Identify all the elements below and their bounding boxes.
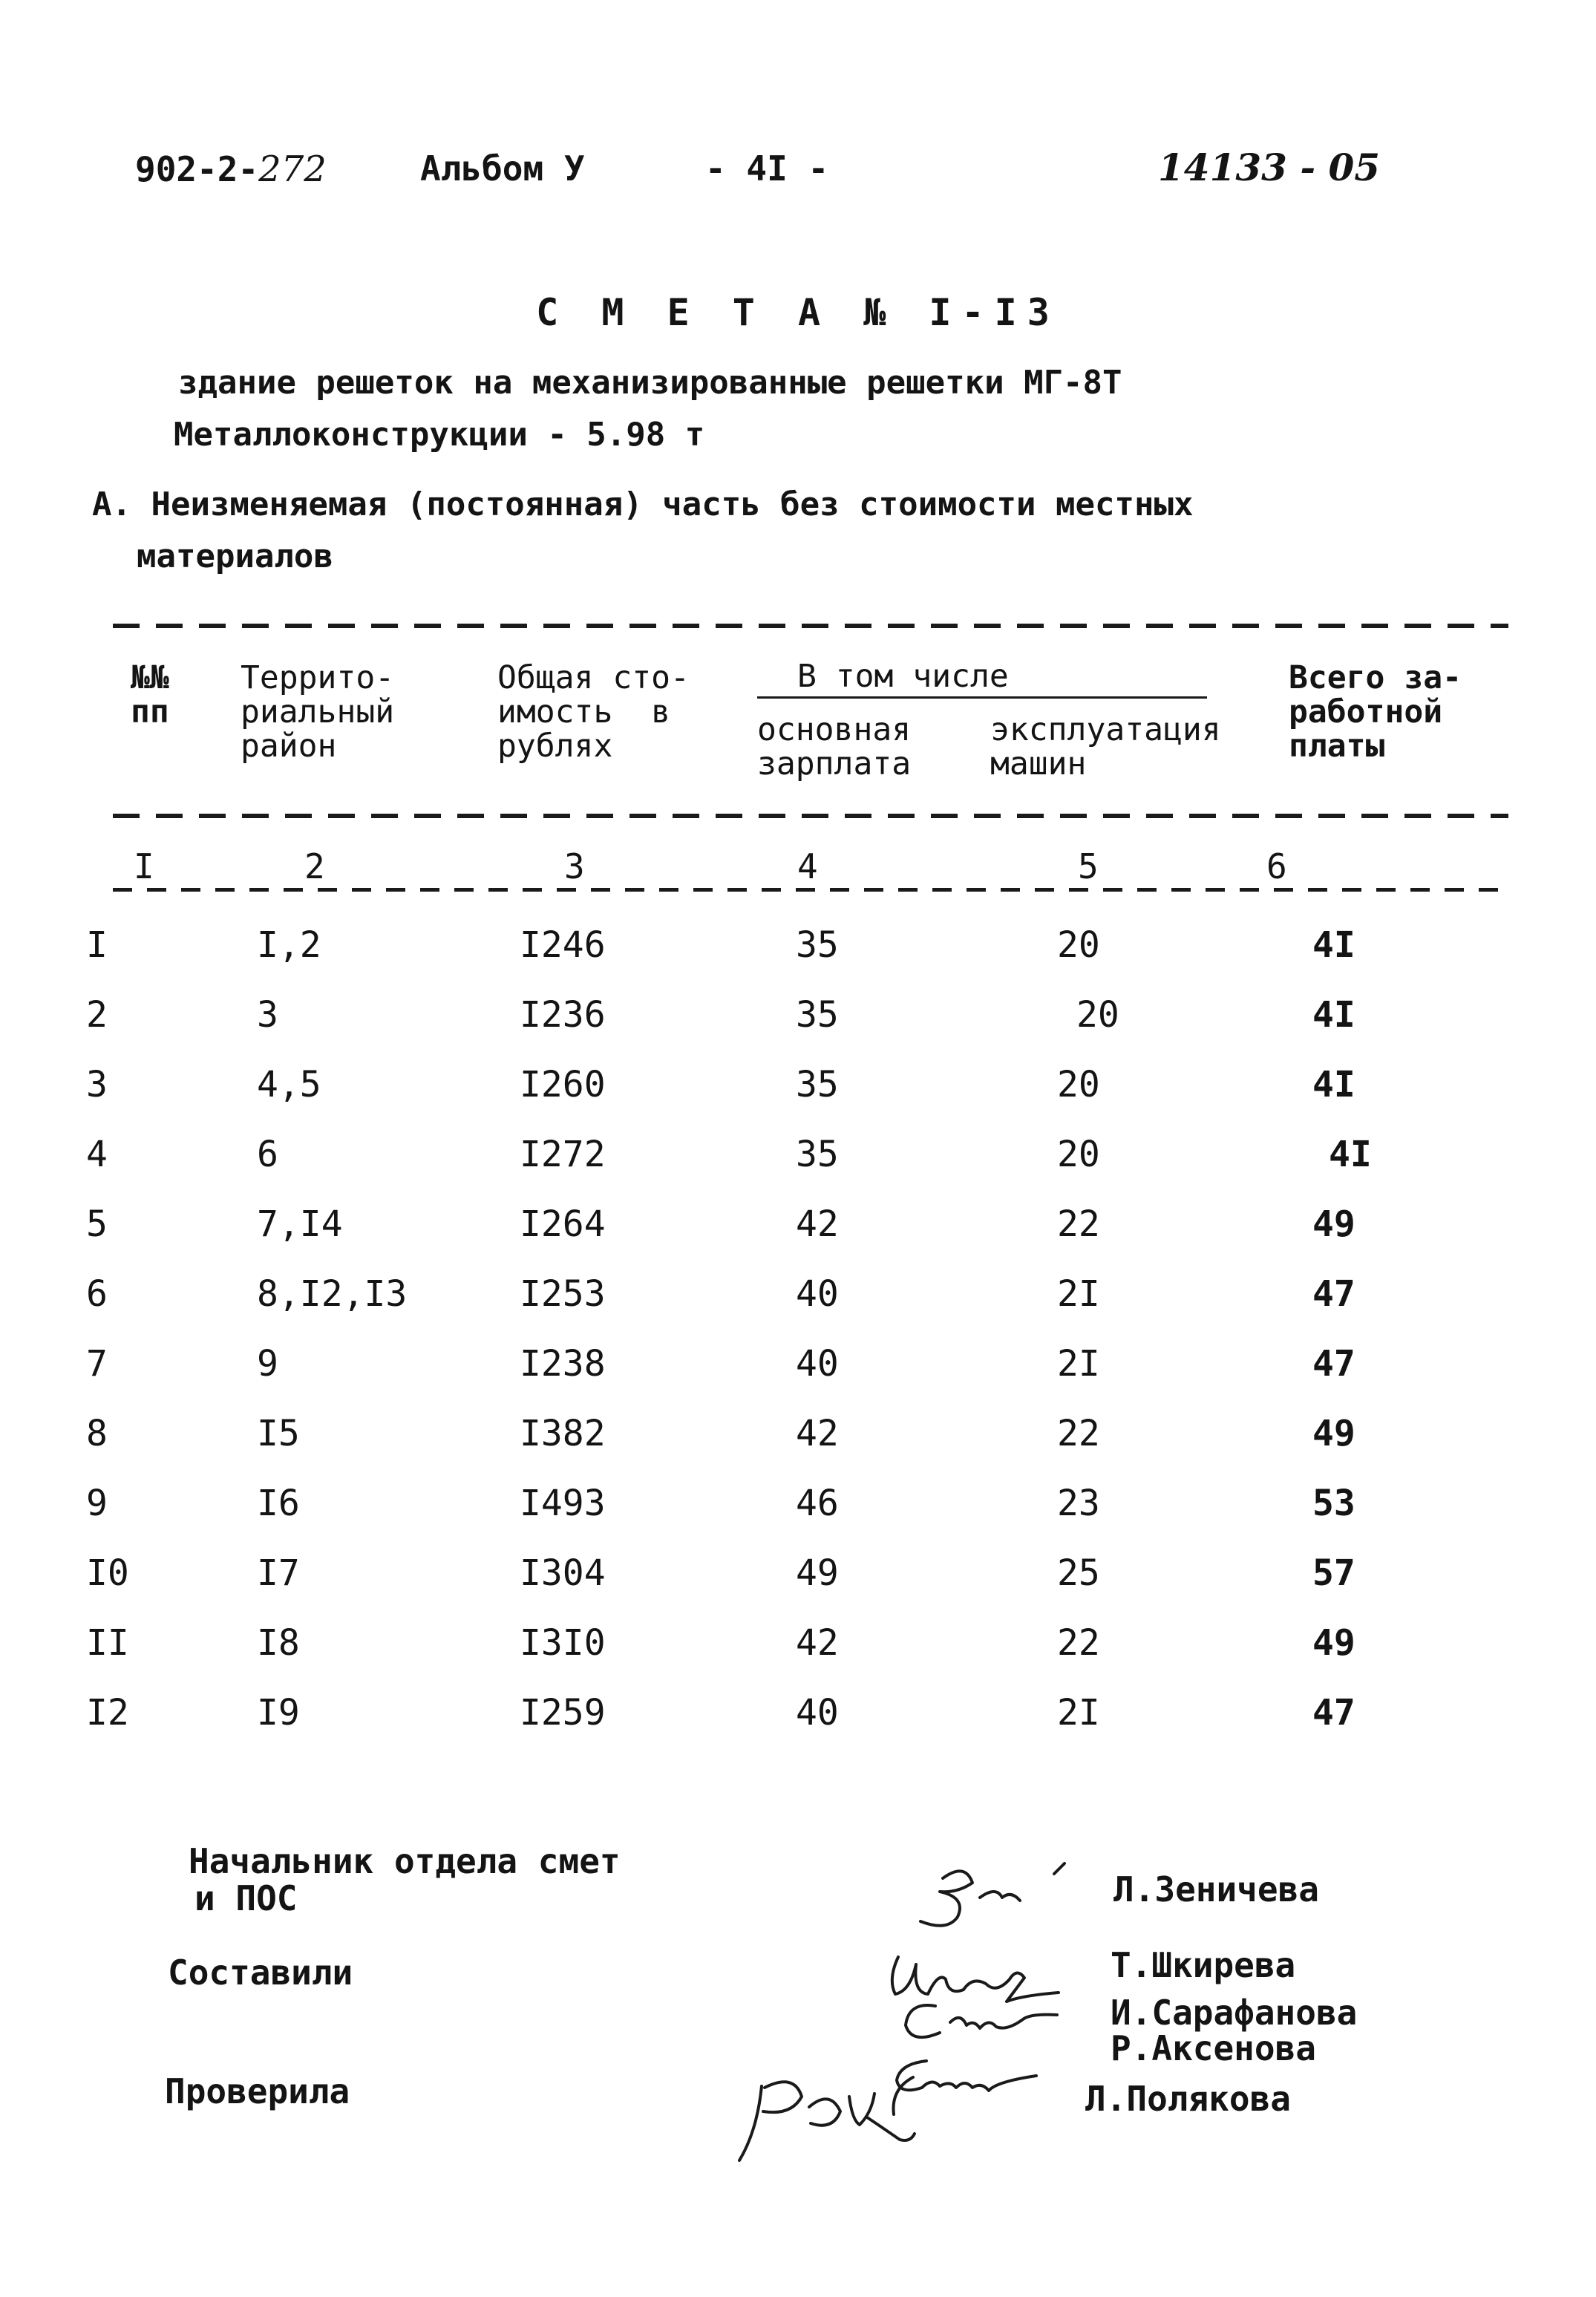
subtitle-line-1: здание решеток на механизированные решетки МГ-8Т [178, 364, 1122, 402]
section-a-line-1: А. Неизменяемая (постоянная) часть без стоимости местных [92, 486, 1194, 523]
column-number-6: 6 [1266, 846, 1287, 886]
header-wages-total: Всего за- работной платы [1289, 659, 1462, 765]
cell-total: I236 [520, 994, 606, 1036]
table-row [0, 1552, 1596, 1622]
cell-machines: 22 [1057, 1203, 1100, 1245]
signature-polyakova [739, 2082, 915, 2160]
cell-total: I259 [520, 1692, 606, 1734]
cell-wages-total: 4I [1312, 994, 1355, 1036]
cell-region: 4,5 [257, 1064, 321, 1105]
cell-region: 8,I2,I3 [257, 1273, 408, 1315]
cell-wages-total: 4I [1312, 924, 1355, 966]
handwritten-signatures [713, 1826, 1128, 2168]
header-machines: эксплуатация машин [990, 711, 1221, 782]
cell-num: 9 [86, 1483, 108, 1524]
table-row [0, 924, 1596, 994]
cell-region: I8 [257, 1622, 300, 1664]
column-number-rule [113, 888, 1508, 892]
reference-number-handwritten: 14133 - 05 [1158, 146, 1381, 189]
cell-machines: 25 [1057, 1552, 1100, 1594]
table-row [0, 1413, 1596, 1483]
section-a-line-2: материалов [137, 538, 333, 575]
cell-total: I260 [520, 1064, 606, 1105]
compiled-name-1: Т.Шкирева [1111, 1945, 1296, 1985]
signature-zenicheva [920, 1863, 1064, 1926]
cell-wages-total: 49 [1312, 1203, 1355, 1245]
table-row [0, 1622, 1596, 1692]
column-number-1: I [134, 846, 154, 886]
cell-base-pay: 42 [796, 1622, 839, 1664]
page-number: - 4I - [705, 148, 829, 189]
cell-num: I2 [86, 1692, 129, 1734]
cell-base-pay: 35 [796, 1134, 839, 1175]
cell-region: 3 [257, 994, 278, 1036]
checked-label: Проверила [165, 2071, 350, 2111]
cell-machines: 2I [1057, 1343, 1100, 1385]
table-row [0, 1273, 1596, 1343]
subtitle-line-2: Металлоконструкции - 5.98 т [174, 416, 705, 454]
header-including: В том числе [797, 658, 1009, 695]
head-label-line-1: Начальник отдела смет [189, 1841, 621, 1881]
doc-code-printed: 902-2- [135, 149, 259, 189]
cell-wages-total: 47 [1312, 1692, 1355, 1734]
cell-num: II [86, 1622, 129, 1664]
head-name: Л.Зеничева [1113, 1869, 1319, 1909]
cell-total: I272 [520, 1134, 606, 1175]
cell-machines: 20 [1076, 994, 1119, 1036]
cell-region: 6 [257, 1134, 278, 1175]
column-number-2: 2 [304, 846, 325, 886]
table-body [0, 924, 1596, 1762]
header-region: Террито- риальный район [241, 659, 395, 765]
table-row [0, 1134, 1596, 1203]
cell-total: I382 [520, 1413, 606, 1454]
cell-total: I493 [520, 1483, 606, 1524]
cell-base-pay: 35 [796, 994, 839, 1036]
cell-num: 8 [86, 1413, 108, 1454]
cell-total: I238 [520, 1343, 606, 1385]
cell-num: 3 [86, 1064, 108, 1105]
table-top-rule [113, 624, 1508, 628]
cell-region: I5 [257, 1413, 300, 1454]
header-base-pay: основная зарплата [757, 711, 912, 782]
compiled-name-3: Р.Аксенова [1111, 2028, 1316, 2068]
cell-wages-total: 4I [1329, 1134, 1372, 1175]
table-row [0, 994, 1596, 1064]
cell-total: I304 [520, 1552, 606, 1594]
column-number-5: 5 [1078, 846, 1099, 886]
cell-wages-total: 53 [1312, 1483, 1355, 1524]
cell-region: I6 [257, 1483, 300, 1524]
cell-num: 7 [86, 1343, 108, 1385]
table-row [0, 1203, 1596, 1273]
table-row [0, 1343, 1596, 1413]
cell-base-pay: 40 [796, 1343, 839, 1385]
cell-region: 7,I4 [257, 1203, 343, 1245]
cell-machines: 22 [1057, 1413, 1100, 1454]
cell-wages-total: 47 [1312, 1343, 1355, 1385]
signature-sarafanova [906, 2005, 1057, 2037]
cell-base-pay: 35 [796, 1064, 839, 1105]
cell-base-pay: 42 [796, 1413, 839, 1454]
table-row [0, 1692, 1596, 1762]
cell-total: I264 [520, 1203, 606, 1245]
table-row [0, 1064, 1596, 1134]
cell-machines: 2I [1057, 1273, 1100, 1315]
cell-machines: 22 [1057, 1622, 1100, 1664]
cell-num: 2 [86, 994, 108, 1036]
cell-num: 4 [86, 1134, 108, 1175]
table-row [0, 1483, 1596, 1552]
signature-aksenova [894, 2061, 1036, 2114]
cell-wages-total: 57 [1312, 1552, 1355, 1594]
header-total-cost: Общая сто- имость в рублях [497, 659, 690, 765]
cell-region: I9 [257, 1692, 300, 1734]
cell-base-pay: 49 [796, 1552, 839, 1594]
cell-region: 9 [257, 1343, 278, 1385]
cell-num: I0 [86, 1552, 129, 1594]
doc-code [135, 148, 327, 190]
cell-total: I253 [520, 1273, 606, 1315]
cell-num: I [86, 924, 108, 966]
head-label-line-2: и ПОС [194, 1878, 298, 1918]
cell-machines: 2I [1057, 1692, 1100, 1734]
cell-region: I,2 [257, 924, 321, 966]
cell-num: 5 [86, 1203, 108, 1245]
cell-region: I7 [257, 1552, 300, 1594]
doc-code-handwritten: 272 [258, 148, 327, 190]
cell-wages-total: 4I [1312, 1064, 1355, 1105]
cell-machines: 23 [1057, 1483, 1100, 1524]
header-bottom-rule [113, 814, 1508, 818]
cell-machines: 20 [1057, 1134, 1100, 1175]
cell-num: 6 [86, 1273, 108, 1315]
cell-machines: 20 [1057, 924, 1100, 966]
header-group-underline [757, 696, 1207, 699]
column-number-4: 4 [797, 846, 818, 886]
column-number-3: 3 [564, 846, 585, 886]
cell-wages-total: 49 [1312, 1622, 1355, 1664]
cell-base-pay: 35 [796, 924, 839, 966]
compiled-label: Составили [168, 1953, 353, 1993]
cell-base-pay: 40 [796, 1692, 839, 1734]
album-label: Альбом У [420, 148, 585, 189]
cell-base-pay: 42 [796, 1203, 839, 1245]
cell-total: I3I0 [520, 1622, 606, 1664]
estimate-title: С М Е Т А № I-I3 [536, 291, 1060, 334]
cell-machines: 20 [1057, 1064, 1100, 1105]
signature-shkireva [892, 1957, 1059, 2002]
cell-base-pay: 40 [796, 1273, 839, 1315]
cell-wages-total: 49 [1312, 1413, 1355, 1454]
cell-wages-total: 47 [1312, 1273, 1355, 1315]
checked-name: Л.Полякова [1085, 2079, 1291, 2119]
compiled-name-2: И.Сарафанова [1111, 1993, 1358, 2033]
cell-total: I246 [520, 924, 606, 966]
cell-base-pay: 46 [796, 1483, 839, 1524]
header-num: №№ пп [131, 659, 169, 731]
